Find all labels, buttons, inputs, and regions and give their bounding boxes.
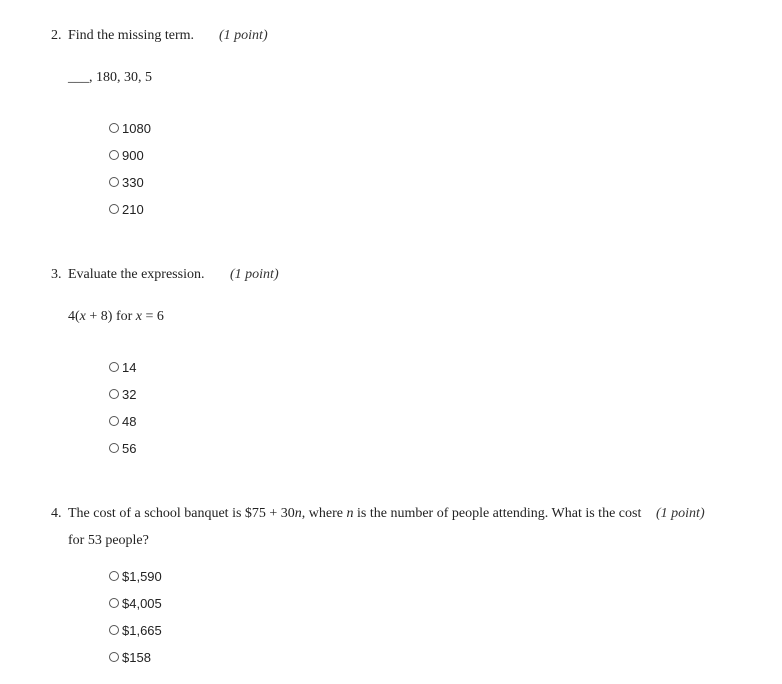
q4-option-1[interactable] xyxy=(109,567,162,585)
q3-option-1[interactable] xyxy=(109,358,136,376)
radio-button[interactable] xyxy=(109,443,119,453)
radio-button[interactable] xyxy=(109,177,119,187)
question-3-number: 3. xyxy=(51,267,62,282)
radio-button[interactable] xyxy=(109,362,119,372)
option-label: $1,590 xyxy=(122,568,162,584)
option-label: 14 xyxy=(122,359,137,375)
question-3-text: Evaluate the expression. xyxy=(68,267,205,282)
q2-option-4[interactable] xyxy=(109,200,144,218)
q4-option-4[interactable] xyxy=(109,648,151,666)
option-label: $158 xyxy=(122,649,151,665)
question-4-points: (1 point) xyxy=(656,506,705,521)
q3-option-4[interactable] xyxy=(109,439,136,457)
q3-option-2[interactable] xyxy=(109,385,136,403)
q2-option-1[interactable] xyxy=(109,119,151,137)
question-2-sequence xyxy=(68,70,152,86)
question-3-points: (1 point) xyxy=(230,267,279,282)
radio-button[interactable] xyxy=(109,389,119,399)
question-2-text: Find the missing term. xyxy=(68,28,194,43)
option-label: 210 xyxy=(122,201,144,217)
option-label: 48 xyxy=(122,413,137,429)
question-4-number: 4. xyxy=(51,506,62,521)
question-2-points: (1 point) xyxy=(219,28,268,43)
question-4-text: The cost of a school banquet is $75 + 30n, where n is the number of people attending. What is the cost for 53 people? xyxy=(68,506,642,548)
option-label: 56 xyxy=(122,440,137,456)
radio-button[interactable] xyxy=(109,150,119,160)
q4-option-3[interactable] xyxy=(109,621,162,639)
q2-option-2[interactable] xyxy=(109,146,144,164)
question-3-expression: 4(x + 8) for x = 6 xyxy=(68,309,164,324)
option-label: 900 xyxy=(122,147,144,163)
option-label: 32 xyxy=(122,386,137,402)
blank: ___ xyxy=(68,70,89,85)
q4-option-2[interactable] xyxy=(109,594,162,612)
option-label: $4,005 xyxy=(122,595,162,611)
question-2-number: 2. xyxy=(51,28,62,43)
q2-option-3[interactable] xyxy=(109,173,144,191)
q3-option-3[interactable] xyxy=(109,412,136,430)
sequence-terms: , 180, 30, 5 xyxy=(89,70,152,85)
radio-button[interactable] xyxy=(109,416,119,426)
option-label: 1080 xyxy=(122,120,151,136)
radio-button[interactable] xyxy=(109,571,119,581)
radio-button[interactable] xyxy=(109,625,119,635)
radio-button[interactable] xyxy=(109,123,119,133)
radio-button[interactable] xyxy=(109,652,119,662)
option-label: $1,665 xyxy=(122,622,162,638)
option-label: 330 xyxy=(122,174,144,190)
radio-button[interactable] xyxy=(109,204,119,214)
radio-button[interactable] xyxy=(109,598,119,608)
